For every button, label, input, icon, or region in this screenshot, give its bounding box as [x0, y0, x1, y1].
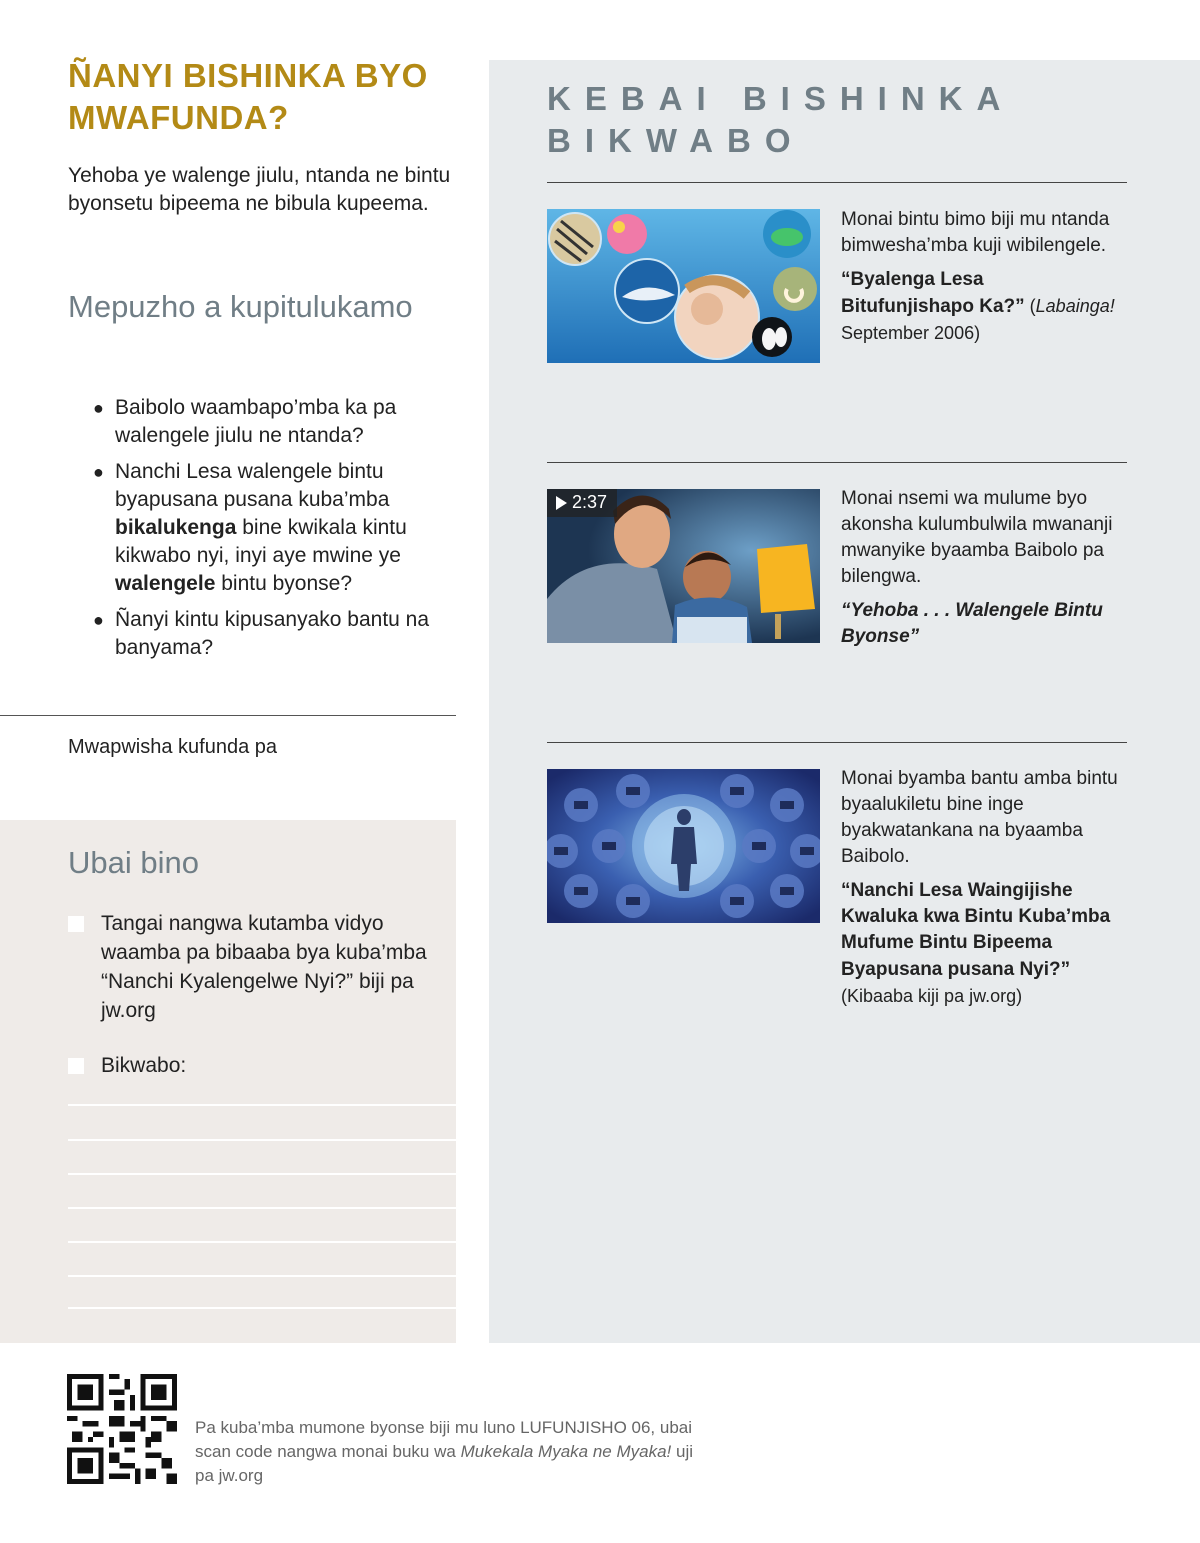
book-title: Mukekala Myaka ne Myaka! — [460, 1442, 672, 1461]
writing-line — [68, 1173, 456, 1175]
divider — [547, 742, 1127, 743]
question-text: Baibolo waambapo’mba ka pa walengele jiulu ne ntanda? — [115, 396, 397, 447]
intro-text: Yehoba ye walenge jiulu, ntanda ne bintu byonsetu bipeema ne bibula kupeema. — [68, 164, 451, 215]
question-text: Ñanyi kintu kipusanyako bantu na banyama? — [115, 608, 430, 659]
review-heading: Mepuzho a kupitulukamo — [68, 289, 413, 324]
todo-checkbox[interactable] — [68, 1058, 84, 1074]
question-text-part: Nanchi Lesa walengele bintu byapusana pusana kuba’mba — [115, 460, 390, 511]
resource-title[interactable] — [841, 878, 1121, 1010]
resource-title[interactable]: “Yehoba . . . Walengele Bintu Byonse” — [841, 600, 1103, 647]
todo-item-text: Tangai nangwa kutamba vidyo waamba pa bibaaba bya kuba’mba “Nanchi Kyalengelwe Nyi?” biji pa jw.org — [101, 912, 427, 1022]
footer-text-part: uji pa jw.org — [195, 1442, 693, 1485]
question-item — [68, 394, 458, 450]
resource-title[interactable] — [841, 267, 1121, 347]
bullet-icon: ● — [93, 398, 104, 418]
todo-box — [0, 820, 456, 1343]
question-item — [68, 606, 458, 662]
resource-description: Monai byamba bantu amba bintu byaalukiletu bine inge byakwatankana na byaamba Baibolo. — [841, 768, 1118, 867]
todo-heading: Ubai bino — [68, 845, 199, 880]
writing-line — [68, 1207, 456, 1209]
resource-item — [841, 486, 1121, 650]
resource-source-italic: Labainga! — [1035, 296, 1115, 316]
writing-line — [68, 1241, 456, 1243]
resource-item — [841, 207, 1121, 347]
finished-label: Mwapwisha kufunda pa — [68, 736, 278, 758]
writing-line — [68, 1104, 456, 1106]
bullet-icon: ● — [93, 610, 104, 630]
video-duration: 2:37 — [572, 492, 608, 512]
review-questions — [68, 394, 458, 670]
nature-collage-thumbnail[interactable] — [547, 209, 820, 363]
bullet-icon: ● — [93, 462, 104, 482]
todo-item-text: Bikwabo: — [101, 1054, 187, 1077]
question-item — [68, 458, 458, 598]
resource-title-text: “Nanchi Lesa Waingijishe Kwaluka kwa Bintu Kuba’mba Mufume Bintu Bipeema Byapusana pusana Nyi?” — [841, 880, 1111, 980]
todo-checkbox[interactable] — [68, 916, 84, 932]
more-heading: KEBAI BISHINKA BIKWABO — [547, 80, 1014, 159]
divider — [547, 462, 1127, 463]
page-title: ÑANYI BISHINKA BYO MWAFUNDA? — [68, 57, 428, 136]
writing-line — [68, 1275, 456, 1277]
resource-source: September 2006) — [841, 323, 981, 343]
creation-thumbnail[interactable] — [547, 769, 820, 923]
footer-note — [195, 1416, 715, 1488]
footer-text-part: Pa kuba’mba mumone byonse biji mu luno LUFUNJISHO 06, ubai scan code nangwa monai buku wa — [195, 1418, 693, 1461]
resource-item — [841, 766, 1121, 1010]
writing-line — [68, 1139, 456, 1141]
question-text-part: bine kwikala kintu kikwabo nyi, inyi aye mwine ye — [115, 516, 407, 567]
divider — [547, 182, 1127, 183]
divider — [0, 715, 456, 716]
resource-source: (Kibaaba kiji pa jw.org) — [841, 986, 1023, 1006]
question-emphasis: walengele — [115, 572, 216, 595]
question-emphasis: bikalukenga — [115, 516, 237, 539]
qr-code-icon[interactable] — [67, 1374, 177, 1484]
question-text-part: bintu byonse? — [215, 572, 352, 595]
writing-line — [68, 1307, 456, 1309]
resource-description: Monai bintu bimo biji mu ntanda bimwesha’mba kuji wibilengele. — [841, 209, 1110, 256]
resource-source: ( — [1024, 296, 1036, 316]
resource-title-text: “Byalenga Lesa Bitufunjishapo Ka?” — [841, 269, 1025, 317]
resource-description: Monai nsemi wa mulume byo akonsha kulumbulwila mwananji mwanyike byaamba Baibolo pa bilengwa. — [841, 488, 1113, 587]
